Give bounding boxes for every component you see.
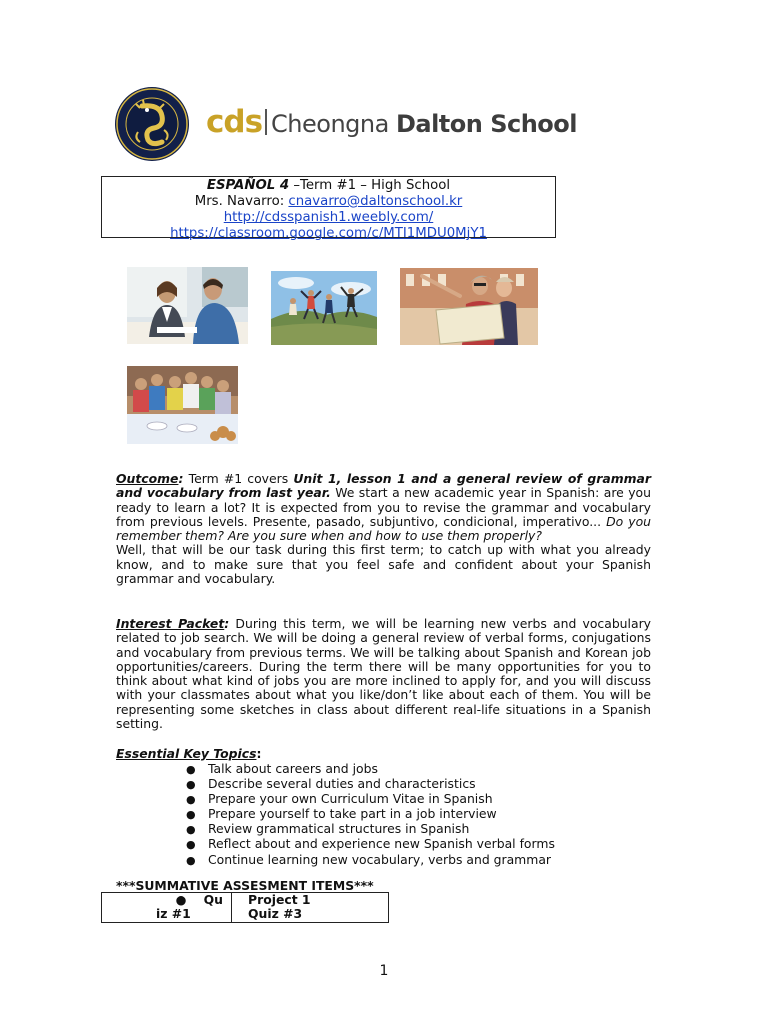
teacher-email-link[interactable]: cnavarro@daltonschool.kr	[288, 194, 463, 209]
list-item-text: Describe several duties and characteristics	[208, 776, 476, 792]
list-item-text: Reflect about and experience new Spanish verbal forms	[208, 836, 555, 852]
course-title-line	[102, 178, 555, 194]
brand-name-bold: Dalton School	[395, 110, 577, 138]
outcome-heading: Outcome	[116, 471, 179, 486]
bullet-icon: ●	[186, 808, 196, 822]
cell-line: Quiz #3	[248, 906, 303, 921]
topics-list	[186, 762, 555, 868]
bullet-icon: ●	[186, 793, 196, 807]
bullet-icon: ●	[186, 823, 196, 837]
list-item-text: Review grammatical structures in Spanish	[208, 821, 470, 837]
tourists-map-photo	[400, 268, 538, 345]
outcome-italic-text: Do you remember them? Are you sure when and how to use them properly?	[116, 513, 652, 544]
table-row	[102, 893, 389, 923]
outcome-paragraph-2: Well, that will be our task during this first term; to catch up with what you already know, and to make sure that you feel safe and confident about your Spanish grammar and vocabulary.	[116, 542, 651, 587]
list-item	[186, 822, 555, 837]
topics-colon: :	[256, 746, 262, 761]
dragon-seal-logo	[114, 86, 190, 162]
cell-line: ● Qu	[175, 892, 223, 907]
interest-heading: Interest Packet	[116, 616, 225, 631]
outcome-colon: :	[178, 471, 184, 486]
list-item	[186, 853, 555, 868]
interest-text: During this term, we will be learning new verbs and vocabulary related to job search. We will be doing a general review of verbal forms, conjugations and vocabulary from previous terms. We will be talking about Spanish and Korean job opportunities/careers. During the term there will be many opportunities for you to think about what kind of jobs you are more inclined to apply for, and you will discuss with your classmates about what you like/don’t like about each of them. You will be representing some sketches in class about different real-life situations in a Spanish setting.	[116, 616, 651, 732]
website-link[interactable]: http://cdsspanish1.weebly.com/	[223, 210, 434, 225]
bullet-icon: ●	[186, 853, 196, 867]
list-item	[186, 807, 555, 822]
list-item	[186, 762, 555, 777]
list-item-text: Prepare yourself to take part in a job interview	[208, 806, 497, 822]
brand-short: cds	[206, 104, 263, 140]
list-item	[186, 837, 555, 852]
classroom-link[interactable]: https://classroom.google.com/c/MTI1MDU0MjY1	[170, 226, 487, 241]
topics-heading: Essential Key Topics	[116, 746, 257, 761]
outcome-bold-text: Unit 1, lesson 1 and a general review of grammar and vocabulary from last year.	[116, 471, 651, 501]
course-term: –Term #1 – High School	[289, 178, 451, 193]
bullet-icon: ●	[186, 778, 196, 792]
brand-name-light: Cheongna	[271, 110, 389, 138]
list-item-text: Continue learning new vocabulary, verbs and grammar	[208, 851, 552, 867]
course-header-box	[101, 176, 556, 241]
summative-title: ***SUMMATIVE ASSESMENT ITEMS***	[116, 878, 374, 893]
page-number: 1	[379, 963, 389, 979]
jumping-friends-photo	[271, 271, 377, 345]
list-item	[186, 792, 555, 807]
school-logo	[114, 86, 577, 162]
summative-table	[101, 892, 389, 923]
family-meal-photo	[127, 366, 238, 444]
interest-colon: :	[224, 616, 230, 631]
bullet-icon: ●	[186, 763, 196, 776]
teacher-label: Mrs. Navarro:	[194, 194, 289, 209]
table-cell	[102, 893, 232, 923]
outcome-text-2: We start a new academic year in Spanish: are you ready to learn a lot? It is expected from you to revise the grammar and vocabulary from previous levels. Presente, pasado, subjuntivo, condicional, imperativo...	[116, 485, 651, 529]
list-item	[186, 777, 555, 792]
school-wordmark	[206, 104, 577, 140]
teacher-line	[102, 194, 555, 210]
cell-line: iz #1	[156, 906, 191, 921]
list-item-text: Talk about careers and jobs	[208, 761, 378, 776]
outcome-section	[116, 472, 651, 586]
outcome-text-1: Term #1 covers	[183, 471, 294, 486]
job-interview-photo	[127, 267, 248, 344]
bullet-icon: ●	[186, 838, 196, 852]
topics-heading-line	[116, 747, 651, 761]
course-title: ESPAÑOL 4	[206, 178, 290, 193]
interest-section	[116, 617, 651, 731]
list-item-text: Prepare your own Curriculum Vitae in Spanish	[208, 791, 493, 807]
cell-line: Project 1	[248, 892, 311, 907]
table-cell	[232, 893, 389, 923]
